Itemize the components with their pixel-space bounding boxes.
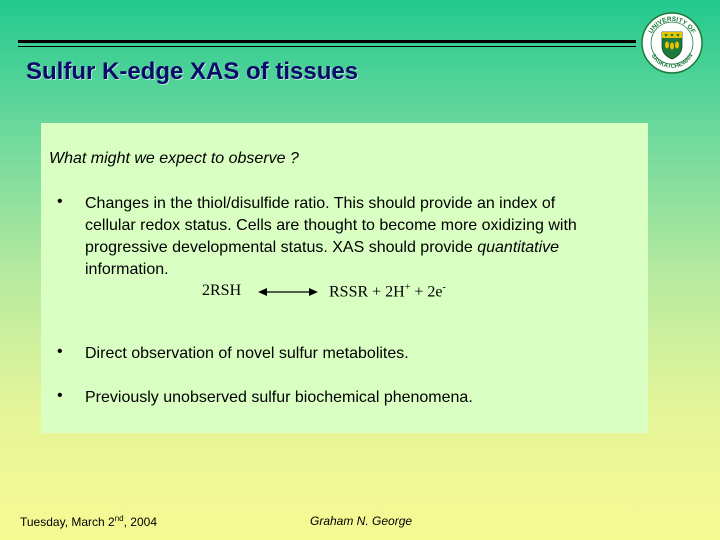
equation-product-main: RSSR + 2H <box>329 283 405 301</box>
footer-date-suffix: nd <box>114 514 124 523</box>
footer-date-main: Tuesday, March 2 <box>20 515 115 529</box>
footer-author: Graham N. George <box>310 514 413 528</box>
equation-reactant: 2RSH <box>202 282 242 299</box>
bullet-novel-metabolites: Direct observation of novel sulfur metabolites. <box>85 345 409 362</box>
double-arrow-icon <box>258 286 318 298</box>
slide-title: Sulfur K-edge XAS of tissues <box>26 58 359 85</box>
crest-top-text: UNIVERSITY OF <box>647 15 697 35</box>
bullet1-line3: progressive developmental status. XAS should provide <box>85 239 478 256</box>
header-rule-thick <box>18 40 636 43</box>
bullet-marker: • <box>57 387 63 404</box>
university-crest-icon <box>641 12 703 74</box>
footer-date-year: , 2004 <box>123 515 157 529</box>
question-text: What might we expect to observe ? <box>49 150 299 167</box>
equation-electron-charge: - <box>442 282 446 293</box>
footer-date <box>20 514 157 529</box>
bullet-biochemical-phenomena: Previously unobserved sulfur biochemical phenomena. <box>85 389 473 406</box>
bullet1-emphasis: quantitative <box>477 239 560 256</box>
bullet-thiol-ratio <box>85 193 645 281</box>
equation-proton-charge: + <box>404 282 411 293</box>
bullet-marker: • <box>57 343 63 360</box>
crest-bottom-text: SASKATCHEWAN <box>649 53 695 71</box>
bullet1-line1: Changes in the thiol/disulfide ratio. This should provide an index of <box>85 195 556 212</box>
bullet-marker: • <box>57 193 63 210</box>
equation-product-mid: + 2e <box>410 283 443 301</box>
header-rule-thin <box>18 46 636 47</box>
bullet1-line2: cellular redox status. Cells are thought to become more oxidizing with <box>85 217 577 234</box>
equation-product <box>329 282 446 301</box>
bullet1-line4: information. <box>85 261 169 278</box>
